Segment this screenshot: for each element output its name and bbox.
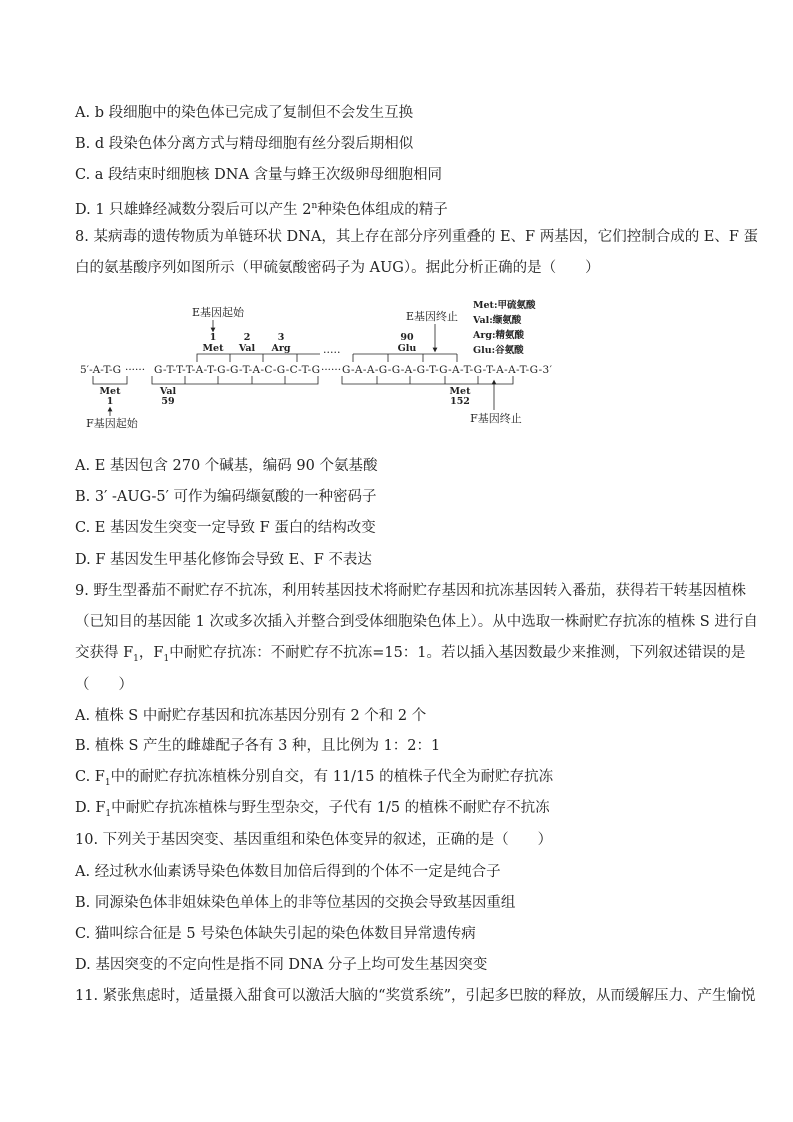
q9-option-b: B. 植株 S 产生的雌雄配子各有 3 种，且比例为 1：2：1 — [75, 738, 441, 754]
q7-option-c: C. a 段结束时细胞核 DNA 含量与蜂王次级卵母细胞相同 — [75, 167, 443, 183]
amino-acid: Met — [99, 386, 121, 397]
codon-number: 2 — [243, 332, 251, 343]
q10-option-c: C. 猫叫综合征是 5 号染色体缺失引起的染色体数目异常遗传病 — [75, 926, 476, 942]
codon-number: 90 — [400, 332, 414, 343]
codon-number: 1 — [209, 332, 217, 343]
q9-option-a: A. 植株 S 中耐贮存基因和抗冻基因分别有 2 个和 2 个 — [75, 708, 427, 724]
legend-item: Arg:精氨酸 — [473, 330, 525, 341]
q7-option-b: B. d 段染色体分离方式与精母细胞有丝分裂后期相似 — [75, 136, 414, 152]
q8-stem-line2: 白的氨基酸序列如图所示（甲硫氨酸密码子为 AUG）。据此分析正确的是（ ） — [75, 260, 600, 276]
amino-acid: Val — [159, 386, 177, 397]
q9-option-c: C. $F_1$中的耐贮存抗冻植株分别自交，有 11/15 的植株子代全为耐贮存抗冻 — [75, 769, 554, 788]
codon-number: 1 — [106, 396, 114, 407]
legend-item: Val:缬氨酸 — [473, 315, 522, 326]
codon-number: 59 — [161, 396, 175, 407]
codon-number: 3 — [277, 332, 285, 343]
seq-dots: ······ — [125, 364, 146, 376]
f-gene-start-label: F基因起始 — [86, 417, 138, 430]
amino-acid: Val — [238, 343, 256, 354]
e-gene-start-label: E基因起始 — [191, 306, 245, 319]
amino-acid: Arg — [271, 343, 291, 354]
amino-acid: Met — [202, 343, 224, 354]
q10-option-b: B. 同源染色体非姐妹染色单体上的非等位基因的交换会导致基因重组 — [75, 895, 516, 911]
q7-option-a: A. b 段细胞中的染色体已完成了复制但不会发生互换 — [75, 105, 414, 121]
q11-stem: 11. 紧张焦虑时，适量摄入甜食可以激活大脑的“奖赏系统”，引起多巴胺的释放，从而缓解压力、产生愉悦 — [75, 988, 756, 1004]
q7-option-d: D. 1 只雄蜂经减数分裂后可以产生 2$^n$种染色体组成的精子 — [75, 201, 448, 218]
q10-option-d: D. 基因突变的不定向性是指不同 DNA 分子上均可发生基因突变 — [75, 957, 488, 973]
q9-stem-line4: （ ） — [75, 677, 133, 693]
q8-stem-line1: 8. 某病毒的遗传物质为单链环状 DNA，其上存在部分序列重叠的 E、F 两基因，它们控制合成的 E、F 蛋 — [75, 229, 759, 245]
q10-stem: 10. 下列关于基因突变、基因重组和染色体变异的叙述，正确的是（ ） — [75, 832, 553, 848]
e-codon-brackets — [197, 346, 457, 362]
q8-option-b: B. 3′ -AUG-5′ 可作为编码缬氨酸的一种密码子 — [75, 489, 377, 505]
seq-segment: G-T-T-T-A-T-G-G-T-A-C-G-C-T-G — [154, 364, 320, 376]
f-gene-stop-label: F基因终止 — [470, 412, 522, 425]
q8-option-a: A. E 基因包含 270 个碱基，编码 90 个氨基酸 — [75, 458, 378, 474]
f-codon-brackets — [93, 376, 513, 384]
seq-segment: 5′-A-T-G — [80, 364, 121, 376]
amino-acid: Glu — [397, 343, 417, 354]
seq-dots: ······ — [321, 364, 342, 376]
svg-text:·····: ····· — [323, 346, 341, 359]
legend-item: Met:甲硫氨酸 — [473, 300, 536, 311]
gene-overlap-diagram — [70, 290, 560, 430]
q10-option-a: A. 经过秋水仙素诱导染色体数目加倍后得到的个体不一定是纯合子 — [75, 864, 501, 880]
q8-option-c: C. E 基因发生突变一定导致 F 蛋白的结构改变 — [75, 520, 376, 536]
legend-item: Glu:谷氨酸 — [473, 345, 524, 356]
q8-option-d: D. F 基因发生甲基化修饰会导致 E、F 不表达 — [75, 552, 372, 568]
q9-stem-line1: 9. 野生型番茄不耐贮存不抗冻，利用转基因技术将耐贮存基因和抗冻基因转入番茄，获得若干转基因植株 — [75, 583, 746, 599]
q9-stem-line3: 交获得 $F_1$，$F_1$中耐贮存抗冻：不耐贮存不抗冻=15：1。若以插入基因数最少来推测，下列叙述错误的是 — [75, 645, 746, 664]
amino-acid: Met — [449, 386, 471, 397]
seq-segment: G-A-A-G-G-A-G-T-G-A-T-G-T-A-A-T-G-3′ — [342, 364, 552, 376]
q9-stem-line2: （已知目的基因能 1 次或多次插入并整合到受体细胞染色体上）。从中选取一株耐贮存抗冻的植株 S 进行自 — [75, 614, 758, 630]
codon-number: 152 — [450, 396, 470, 407]
e-gene-stop-label: E基因终止 — [405, 310, 459, 323]
q9-option-d: D. $F_1$中耐贮存抗冻植株与野生型杂交，子代有 1/5 的植株不耐贮存不抗冻 — [75, 800, 550, 819]
